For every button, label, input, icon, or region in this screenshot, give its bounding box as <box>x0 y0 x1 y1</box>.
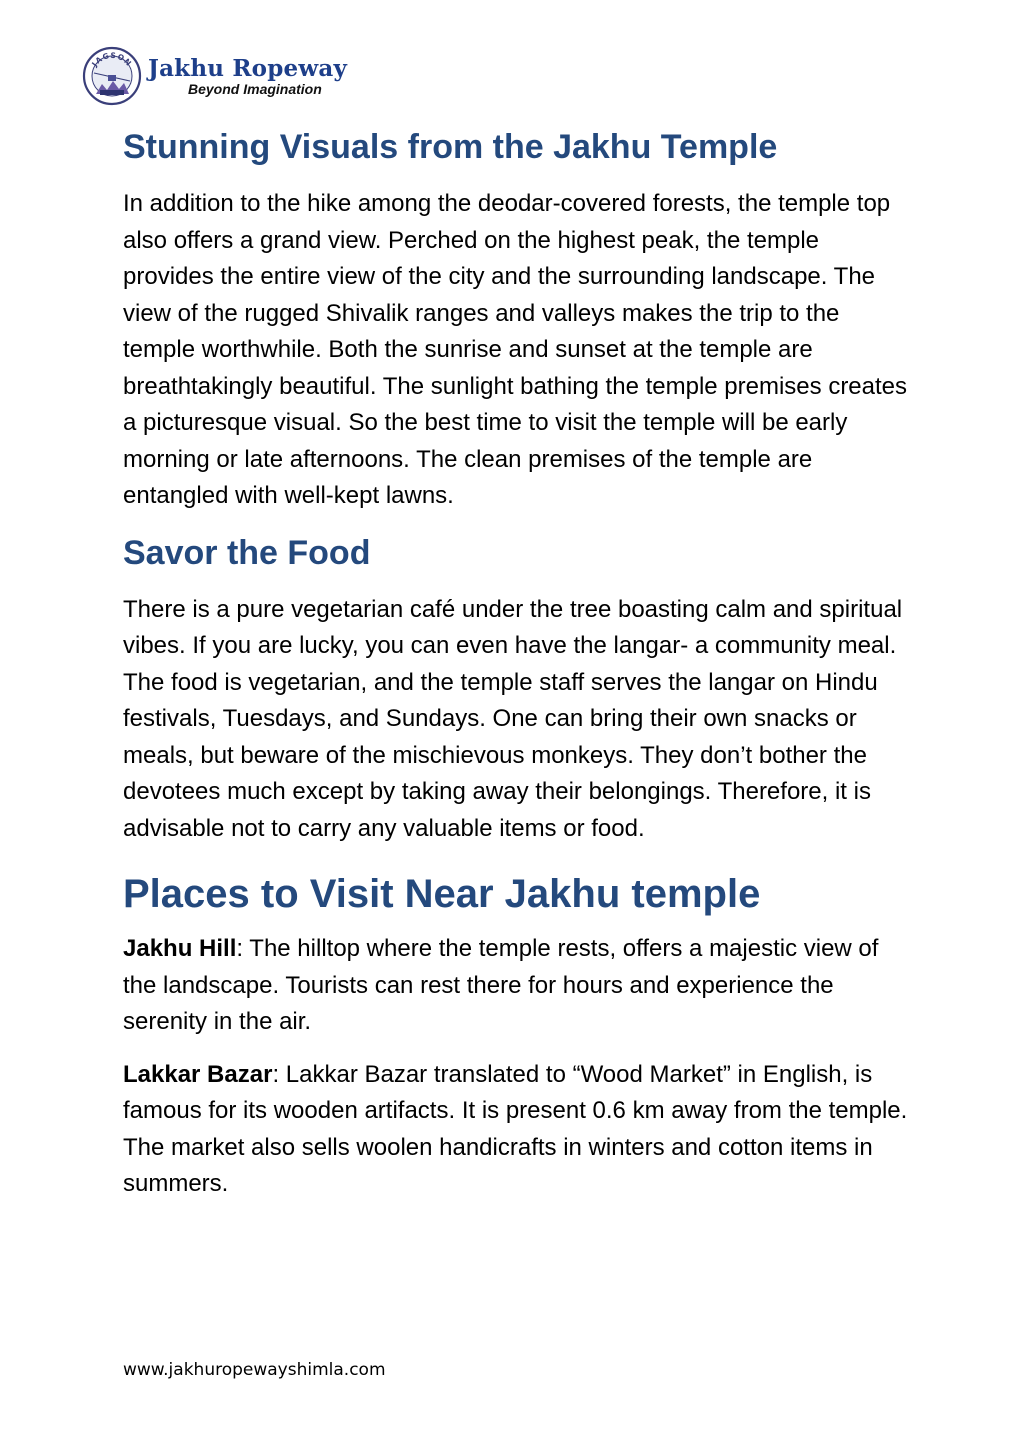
brand-tagline: Beyond Imagination <box>188 80 322 97</box>
place-description: : Lakkar Bazar translated to “Wood Market” in English, is famous for its wooden artifacts. It is present 0.6 km away from the temple. The market also sells woolen handicrafts in winters and cotton items in summers. <box>123 1060 908 1197</box>
place-item-jakhu-hill <box>123 931 913 1041</box>
section-places <box>123 867 913 1203</box>
place-description: : The hilltop where the temple rests, offers a majestic view of the landscape. Tourists can rest there for hours and experience the serenity in the air. <box>123 935 879 1035</box>
places-heading: Places to Visit Near Jakhu temple <box>123 872 761 916</box>
brand-name: Jakhu Ropeway <box>148 54 348 82</box>
place-item-lakkar-bazar <box>123 1057 913 1203</box>
section-food <box>123 530 913 848</box>
footer-url: www.jakhuropewayshimla.com <box>123 1360 386 1380</box>
food-heading: Savor the Food <box>123 533 371 572</box>
place-name: Lakkar Bazar <box>123 1060 273 1088</box>
food-paragraph: There is a pure vegetarian café under the tree boasting calm and spiritual vibes. If you are lucky, you can even have the langar- a community meal. The food is vegetarian, and the temple staff serves the langar on Hindu festivals, Tuesdays, and Sundays. One can bring their own snacks or meals, but beware of the mischievous monkeys. They don’t bother the devotees much except by taking away their belongings. Therefore, it is advisable not to carry any valuable items or food. <box>123 595 903 842</box>
place-name: Jakhu Hill <box>123 935 237 962</box>
jakhu-ropeway-logo <box>82 46 347 106</box>
svg-text:JAGSON: JAGSON <box>90 50 134 69</box>
visuals-heading: Stunning Visuals from the Jakhu Temple <box>123 128 778 166</box>
visuals-paragraph: In addition to the hike among the deodar-covered forests, the temple top also offers a grand view. Perched on the highest peak, the temple provides the entire view of the city and the surrounding landscape. The view of the rugged Shivalik ranges and valleys makes the trip to the temple worthwhile. Both the sunrise and sunset at the temple are breathtakingly beautiful. The sunlight bathing the temple premises creates a picturesque visual. So the best time to visit the temple will be early morning or late afternoons. The clean premises of the temple are entangled with well-kept lawns. <box>123 190 908 509</box>
ropeway-seal-icon <box>82 46 142 106</box>
section-visuals <box>123 124 913 515</box>
article-body <box>123 124 913 1203</box>
